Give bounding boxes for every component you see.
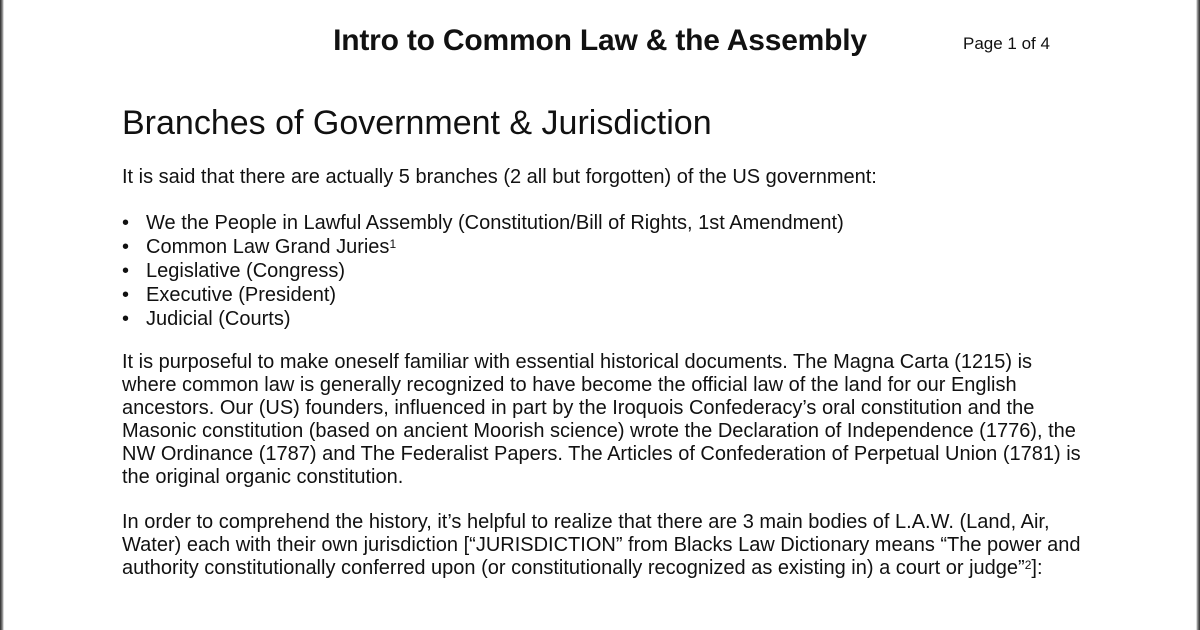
list-item-text: Judicial (Courts) xyxy=(146,308,291,330)
branch-list xyxy=(122,211,1082,331)
footnote-reference[interactable]: 2 xyxy=(1024,558,1032,572)
intro-paragraph: It is said that there are actually 5 branches (2 all but forgotten) of the US government: xyxy=(122,166,877,188)
bullet-icon: • xyxy=(122,284,130,306)
footnote-reference[interactable]: 1 xyxy=(389,237,397,251)
jurisdiction-paragraph xyxy=(122,511,1082,580)
page-number: Page 1 of 4 xyxy=(963,34,1050,53)
bullet-icon: • xyxy=(122,212,130,234)
page-edge-right xyxy=(1196,0,1200,630)
list-item-text: Legislative (Congress) xyxy=(146,260,345,282)
list-item-text: Executive (President) xyxy=(146,284,337,306)
jurisdiction-text: In order to comprehend the history, it’s helpful to realize that there are 3 main bodies of L.A.W. (Land, Air, Water) each with their own jurisdiction [“JURISDICTION” from Blacks Law Dictionary means “The power and authority constitutionally conferred upon (or constitutionally recognized as existing in) a court or judge” xyxy=(122,511,1081,579)
document-title: Intro to Common Law & the Assembly xyxy=(333,24,867,57)
bullet-icon: • xyxy=(122,260,130,282)
list-item xyxy=(122,307,1082,331)
bullet-icon: • xyxy=(122,236,130,258)
jurisdiction-text-end: ]: xyxy=(1031,557,1043,579)
list-item xyxy=(122,211,1082,235)
list-item-text: Common Law Grand Juries xyxy=(146,236,390,258)
list-item xyxy=(122,283,1082,307)
section-heading: Branches of Government & Jurisdiction xyxy=(122,104,712,142)
document-body xyxy=(122,102,1082,580)
list-item-text: We the People in Lawful Assembly (Constitution/Bill of Rights, 1st Amendment) xyxy=(146,212,844,234)
list-item xyxy=(122,259,1082,283)
bullet-icon: • xyxy=(122,308,130,330)
page-edge-left xyxy=(0,0,4,630)
list-item xyxy=(122,235,1082,259)
history-paragraph: It is purposeful to make oneself familiar with essential historical documents. The Magna Carta (1215) is where common law is generally recognized to have become the official law of the land for our English ancestors. Our (US) founders, influenced in part by the Iroquois Confederacy’s oral constitution and the Masonic constitution (based on ancient Moorish science) wrote the Declaration of Independence (1776), the NW Ordinance (1787) and The Federalist Papers. The Articles of Confederation of Perpetual Union (1781) is the original organic constitution. xyxy=(122,351,1081,488)
